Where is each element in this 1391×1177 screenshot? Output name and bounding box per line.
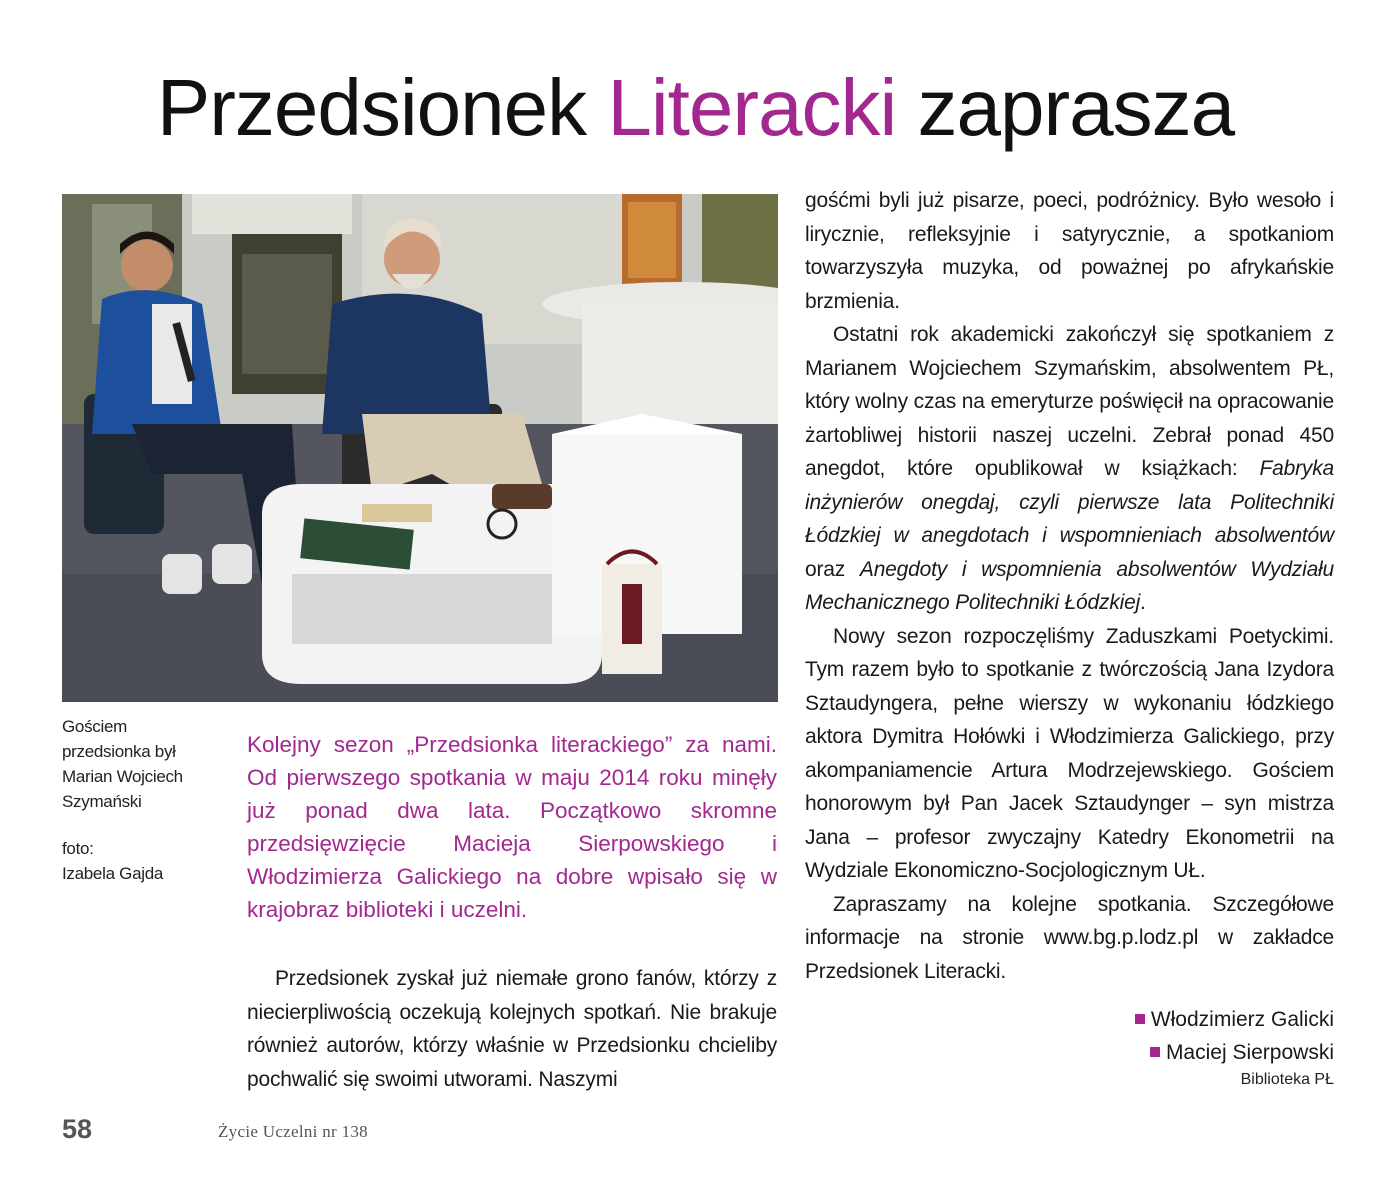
photo-caption (62, 714, 222, 886)
bullet-square-icon (1135, 1014, 1145, 1024)
author-name: Włodzimierz Galicki (1150, 1008, 1334, 1031)
body-paragraph: Zapraszamy na kolejne spotkania. Szczegółowe informacje na stronie www.bg.p.lodz.pl w zakładce Przedsionek Literacki. (805, 892, 1334, 983)
caption-line: przedsionka był (62, 742, 176, 761)
body-paragraph (805, 318, 1334, 620)
caption-line: Marian Wojciech (62, 767, 183, 786)
body-column-1 (247, 962, 777, 1096)
photo-credit-name: Izabela Gajda (62, 864, 164, 883)
book-title: Fabryka inżynierów onegdaj, czyli pierwsze lata Politechniki Łódzkiej w anegdotach i wspomnieniach absolwentów (805, 457, 1334, 547)
author-signature (1050, 1003, 1334, 1036)
author-affiliation: Biblioteka PŁ (1240, 1071, 1334, 1088)
author-signature (1050, 1036, 1334, 1069)
signatures (1050, 1003, 1334, 1091)
caption-line: Gościem (62, 717, 127, 736)
title-part-1: Przedsionek (156, 63, 587, 152)
body-column-2 (805, 184, 1334, 988)
book-title: Anegdoty i wspomnienia absolwentów Wydziału Mechanicznego Politechniki Łódzkiej (805, 557, 1334, 614)
journal-name: Życie Uczelni nr 138 (218, 1122, 368, 1141)
paragraph-text: oraz (805, 557, 860, 581)
caption-line: Szymański (62, 792, 142, 811)
title-part-2: zaprasza (917, 63, 1235, 152)
article-title (0, 58, 1391, 158)
title-accent: Literacki (607, 63, 897, 152)
page-number: 58 (62, 1114, 93, 1144)
author-name: Maciej Sierpowski (1165, 1041, 1334, 1064)
bullet-square-icon (1150, 1047, 1160, 1057)
paragraph-text: Ostatni rok akademicki zakończył się spotkaniem z Marianem Wojciechem Szymańskim, absolwentem PŁ, który wolny czas na emeryturze poświęcił na opracowanie żartobliwej historii naszej uczelni. Zebrał ponad 450 anegdot, które opublikował w książkach: (805, 323, 1334, 480)
lead-paragraph: Kolejny sezon „Przedsionka literackiego” za nami. Od pierwszego spotkania w maju 2014 roku minęły już ponad dwa lata. Początkowo skromne przedsięwzięcie Macieja Sierpowskiego i Włodzimierza Galickiego na dobre wpisało się w krajobraz biblioteki i uczelni. (247, 732, 777, 922)
body-paragraph: Przedsionek zyskał już niemałe grono fanów, którzy z niecierpliwością oczekują kolejnych spotkań. Nie brakuje również autorów, którzy właśnie w Przedsionku chcieliby pochwalić się swoimi utworami. Naszymi (247, 967, 777, 1091)
body-paragraph: Nowy sezon rozpoczęliśmy Zaduszkami Poetyckimi. Tym razem było to spotkanie z twórczością Jana Izydora Sztaudyngera, pełne wierszy w wykonaniu łódzkiego aktora Dymitra Hołówki i Włodzimierza Galickiego, przy akompaniamencie Artura Modrzejewskiego. Gościem honorowym był Pan Jacek Sztaudynger – syn mistrza Jana – profesor zwyczajny Katedry Ekonometrii na Wydziale Ekonomiczno-Socjologicznym UŁ. (805, 624, 1334, 882)
article-photo (62, 194, 778, 702)
photo-credit-label: foto: (62, 839, 94, 858)
body-paragraph: gośćmi byli już pisarze, poeci, podróżnicy. Było wesoło i lirycznie, refleksyjnie i satyrycznie, a spotkaniom towarzyszyła muzyka, od poważnej po afrykańskie brzmienia. (805, 189, 1334, 313)
photo-illustration (62, 194, 778, 702)
paragraph-text: . (1140, 591, 1146, 614)
